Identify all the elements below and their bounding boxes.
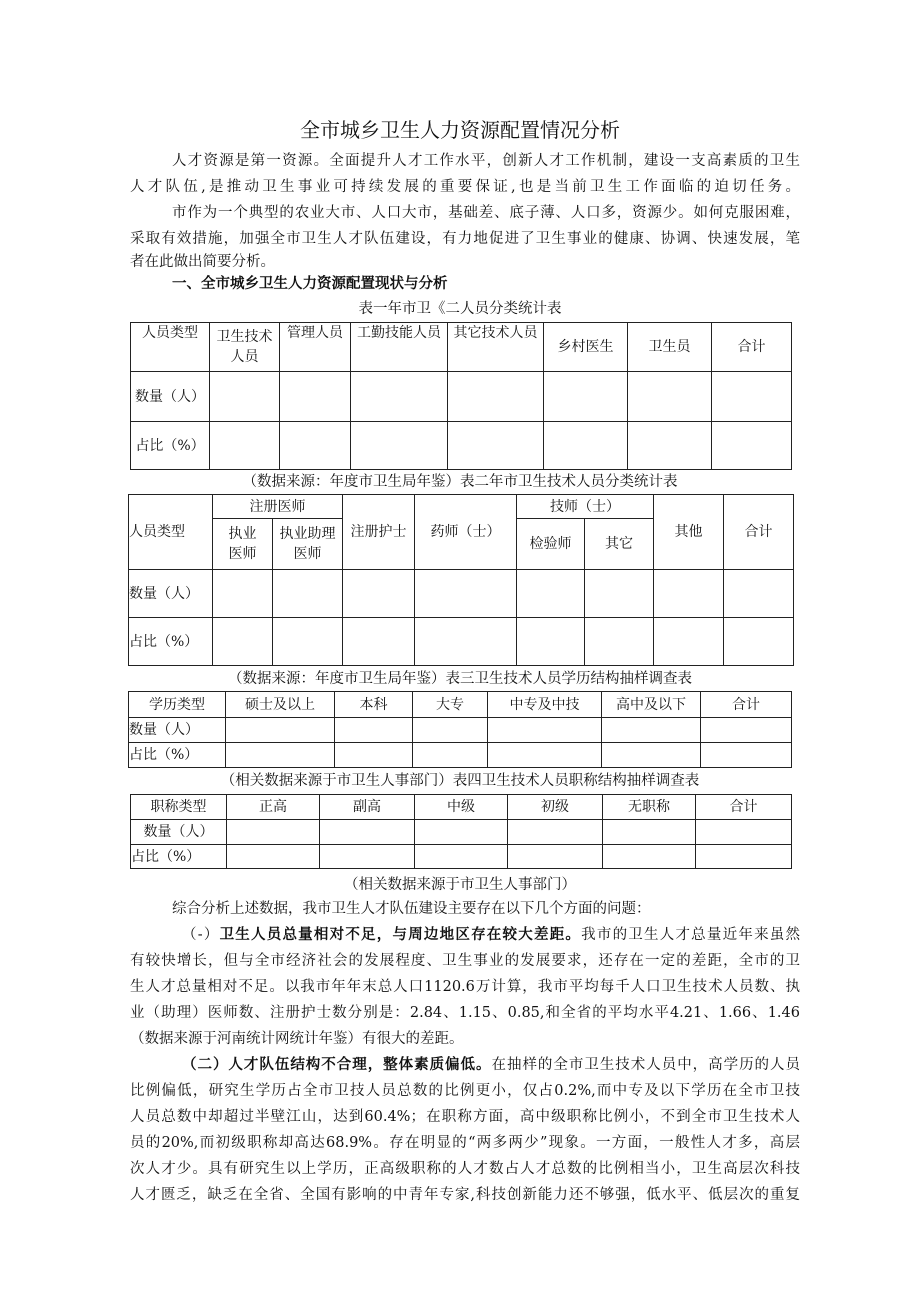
header-cell: 合计 [696,795,792,820]
header-cell: 执业医师 [213,519,273,570]
p1-text: 我市的卫生人才总量近年来虽然 [581,927,801,943]
header-cell: 无职称 [603,795,696,820]
header-cell: 学历类型 [129,692,226,718]
header-cell: 药师（士） [415,495,517,570]
table3-caption: （数据来源：年度市卫生局年鉴）表三卫生技术人员学历结构抽样调查表 [228,671,692,687]
table2 [128,494,794,666]
row-label: 数量（人） [129,718,226,743]
header-cell: 初级 [508,795,603,820]
header-cell: 检验师 [517,519,585,570]
analysis-line: 业（助理）医师数、注册护士数分别是：2.84、1.15、0.85,和全省的平均水平4.21、1.66、1.46 [130,1005,800,1021]
row-label: 占比（%） [131,845,227,869]
p1-label: （-） [182,927,220,943]
header-cell: 人员类型 [129,495,213,570]
header-cell: 管理人员 [280,323,351,372]
header-cell: 工勤技能人员 [351,323,448,372]
table4 [130,794,792,869]
analysis-line: 有较快增长，但与全市经济社会的发展程度、卫生事业的发展要求，还存在一定的差距，全市的卫 [130,953,800,969]
header-cell: 人员类型 [131,323,210,372]
header-cell: 其它 [585,519,654,570]
header-cell: 其他 [654,495,724,570]
header-cell: 其它技术人员 [448,323,544,372]
header-cell: 副高 [320,795,415,820]
header-cell: 中专及中技 [488,692,602,718]
header-cell: 执业助理医师 [273,519,343,570]
table1 [130,322,792,470]
intro-line: 市作为一个典型的农业大市、人口大市，基础差、底子薄、人口多，资源少。如何克服困难， [172,205,800,221]
analysis-p1-first-line [130,925,800,945]
p1-heading: 卫生人员总量相对不足，与周边地区存在较大差距。 [219,927,582,943]
section-heading: 一、全市城乡卫生人力资源配置现状与分析 [172,276,448,292]
table1-caption: 表一年市卫《二人员分类统计表 [358,301,562,317]
header-cell: 合计 [724,495,794,570]
analysis-line: （数据来源于河南统计网统计年鉴）有很大的差距。 [130,1031,464,1047]
intro-line: 采取有效措施，加强全市卫生人才队伍建设，有力地促进了卫生事业的健康、协调、快速发展，笔 [130,231,800,247]
header-cell: 正高 [227,795,320,820]
header-cell: 注册护士 [343,495,415,570]
header-cell: 乡村医生 [544,323,628,372]
header-cell: 职称类型 [131,795,227,820]
table4-caption: （相关数据来源于市卫生人事部门）表四卫生技术人员职称结构抽样调查表 [220,773,700,789]
row-label: 数量（人） [131,820,227,845]
analysis-line: 次人才少。具有研究生以上学历，正高级职称的人才数占人才总数的比例相当小，卫生高层次科技 [130,1161,800,1177]
row-label: 数量（人） [129,570,213,618]
analysis-p2-first-line [130,1055,800,1075]
row-label: 占比（%） [131,422,210,470]
header-cell: 本科 [335,692,413,718]
header-cell: 注册医师 [213,495,343,519]
analysis-lead: 综合分析上述数据，我市卫生人才队伍建设主要存在以下几个方面的问题： [172,901,651,917]
header-cell: 高中及以下 [602,692,701,718]
header-cell: 中级 [415,795,508,820]
table3 [128,691,792,768]
table2-caption: （数据来源：年度市卫生局年鉴）表二年市卫生技术人员分类统计表 [242,474,678,490]
analysis-line: 比例偏低，研究生学历占全市卫技人员总数的比例更小，仅占0.2%,而中专及以下学历在全市卫技 [130,1083,800,1099]
analysis-line: 生人才总量相对不足。以我市年年末总人口1120.6万计算，我市平均每千人口卫生技术人员数、执 [130,979,800,995]
intro-line: 人才资源是第一资源。全面提升人才工作水平，创新人才工作机制，建设一支高素质的卫生 [172,153,800,169]
header-cell: 技师（士） [517,495,654,519]
row-label: 数量（人） [131,372,210,422]
p2-heading: （二）人才队伍结构不合理，整体素质偏低。 [182,1057,492,1073]
header-cell: 合计 [701,692,792,718]
table4-source: （相关数据来源于市卫生人事部门） [344,877,576,893]
header-cell: 大专 [413,692,488,718]
analysis-line: 人才匮乏，缺乏在全省、全国有影响的中青年专家,科技创新能力还不够强，低水平、低层次的重复 [130,1187,800,1203]
row-label: 占比（%） [129,743,226,768]
document-title: 全市城乡卫生人力资源配置情况分析 [300,118,620,142]
header-cell: 卫生员 [628,323,712,372]
p2-text: 在抽样的全市卫生技术人员中，高学历的人员 [491,1057,801,1073]
analysis-line: 人员总数中却超过半壁江山，达到60.4%；在职称方面，高中级职称比例小，不到全市卫生技术人 [130,1109,800,1125]
header-cell: 卫生技术人员 [210,323,280,372]
analysis-line: 员的20%,而初级职称却高达68.9%。存在明显的“两多两少”现象。一方面，一般性人才多，高层 [130,1135,800,1151]
row-label: 占比（%） [129,618,213,666]
intro-line: 者在此做出简要分析。 [130,254,275,270]
header-cell: 合计 [712,323,792,372]
intro-line: 人才队伍,是推动卫生事业可持续发展的重要保证,也是当前卫生工作面临的迫切任务。 [130,179,800,195]
header-cell: 硕士及以上 [226,692,335,718]
